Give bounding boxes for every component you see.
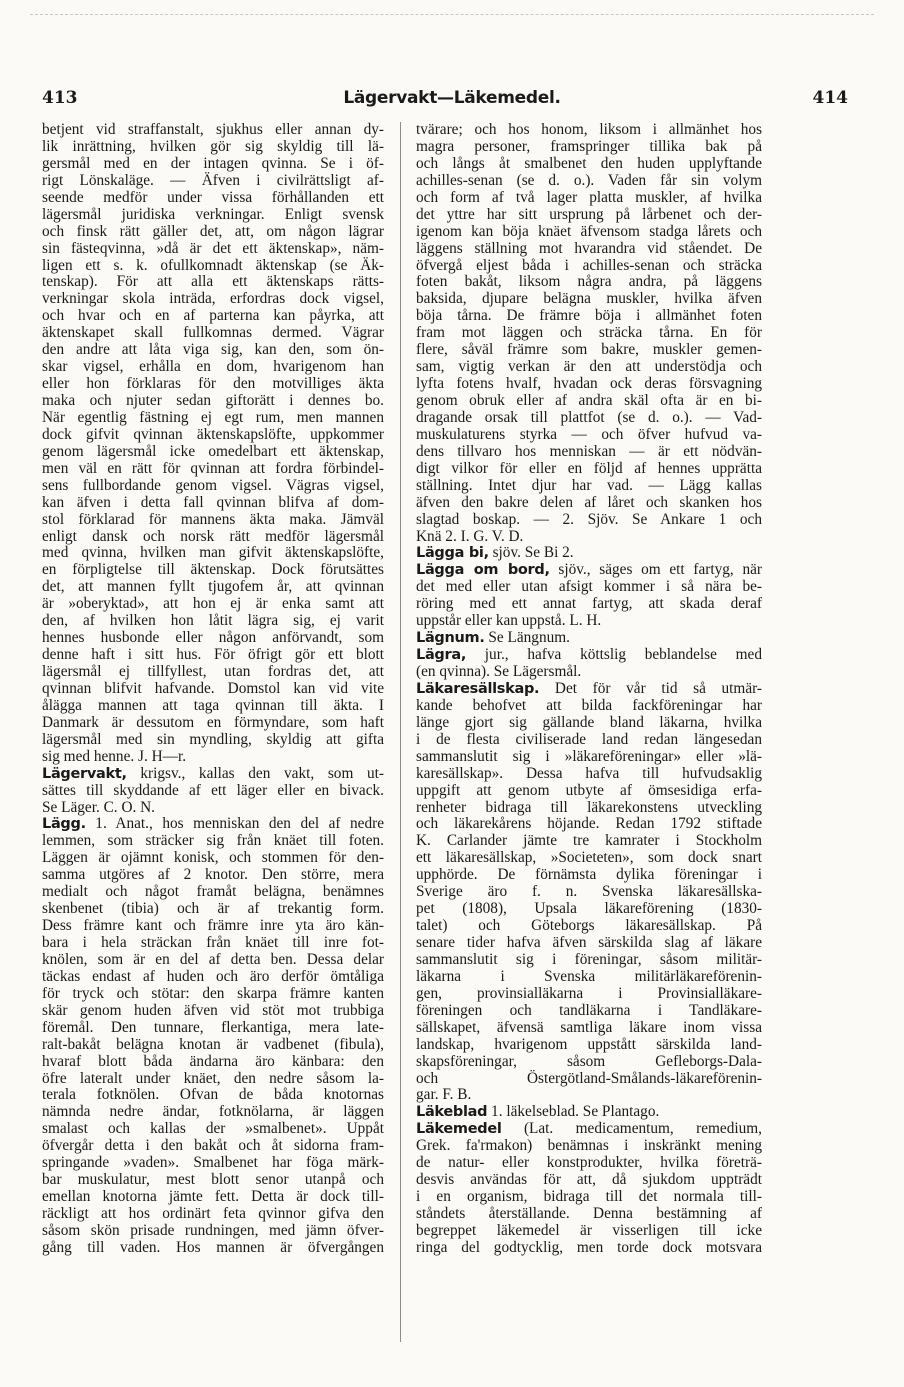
text-line [416, 427, 762, 444]
text-line [42, 1037, 384, 1054]
text-line [42, 461, 384, 478]
line-text: Dess främre kant och främre inre yta äro kän- [42, 917, 384, 935]
line-text: sens fullbordande genom vigsel. Vägras vigsel, [42, 476, 384, 494]
line-text: sättes till skyddande af ett läger eller en bivack. [42, 781, 384, 799]
line-text: fram mot läggen och sträcka tårna. En för [416, 324, 762, 342]
line-text: är »oberyktad», att hon ej är enka samt att [42, 595, 384, 613]
text-line [416, 224, 762, 241]
line-text: öfre lateralt under knäet, den nedre såsom la- [42, 1069, 384, 1087]
text-line [42, 1223, 384, 1240]
text-line [42, 596, 384, 613]
line-text: ralt-bakåt belägna knotan är vadbenet (fibula), [42, 1035, 384, 1053]
line-text: pet (1808), Upsala läkareförening (1830- [416, 900, 762, 918]
line-text: desvis användas för att, då sjukdom uppträdt [416, 1171, 762, 1189]
text-line [416, 918, 762, 935]
line-text: stol förklarad för mannens äkta maka. Jämväl [42, 510, 384, 528]
line-text: äfven den bakre delen af låret och skanken hos [416, 493, 762, 511]
text-line [416, 410, 762, 427]
line-text: (en qvinna). Se Lägersmål. [416, 663, 582, 680]
line-text: (Lat. medicamentum, remedium, [501, 1120, 762, 1138]
text-line [42, 850, 384, 867]
text-line [42, 308, 384, 325]
text-line [416, 1206, 762, 1223]
text-line [416, 698, 762, 715]
text-line [42, 613, 384, 630]
entry-headword: Lägnum. [416, 630, 485, 647]
text-line [42, 478, 384, 495]
text-line [416, 800, 762, 817]
page-number-left: 413 [42, 88, 78, 108]
line-text: digt vilkor för eller en följd af hennes upprätta [416, 459, 762, 477]
line-text: ett läkaresällskap, »Societeten», som dock snart [416, 849, 762, 867]
text-line [416, 884, 762, 901]
line-text: bar muskulatur, mest blott senor utanpå och [42, 1171, 384, 1189]
text-line [416, 1020, 762, 1037]
line-text: Sverige äro f. n. Svenska läkaresällska- [416, 883, 762, 901]
line-text: bara i hela sträckan från knäet till inre fot- [42, 934, 384, 951]
line-text: betjent vid straffanstalt, sjukhus eller annan dy- [42, 121, 384, 138]
text-line [416, 376, 762, 393]
line-text: lägersmål med sin myndling, skyldig att gifta [42, 730, 384, 748]
text-line [42, 1104, 384, 1121]
text-line [416, 986, 762, 1003]
text-line [42, 139, 384, 156]
text-line [42, 427, 384, 444]
text-line [416, 1104, 762, 1121]
line-text: terala fotknölen. Ofvan de båda knotornas [42, 1086, 384, 1104]
text-line [42, 190, 384, 207]
line-text: maka och njuter sedan giftorätt i dennes bo. [42, 392, 384, 409]
line-text: ställning. Intet djur har vad. — Lägg kallas [416, 476, 762, 494]
entry-headword: Lägg. [42, 816, 86, 833]
text-line [42, 800, 384, 817]
line-text: Grek. fa'rmakon) benämnas i inskränkt mening [416, 1137, 762, 1155]
text-line [416, 207, 762, 224]
entry-headword: Läkemedel [416, 1121, 502, 1138]
text-line [416, 969, 762, 986]
text-line [416, 1155, 762, 1172]
line-text: lägersmål ej tillfyllest, utan fordras det, att [42, 663, 384, 680]
text-line [416, 325, 762, 342]
line-text: knölen, som är en del af detta ben. Dessa delar [42, 950, 384, 968]
line-text: böja tårna. De främre böja i allmänhet foten [416, 307, 762, 325]
text-line [42, 529, 384, 546]
text-line [42, 918, 384, 935]
line-text: räckligt att hos ordinärt feta qvinnor gifva den [42, 1205, 384, 1222]
text-line [416, 1240, 762, 1257]
text-line [416, 630, 762, 647]
text-line [42, 1054, 384, 1071]
text-line [42, 783, 384, 800]
text-line [42, 664, 384, 681]
line-text: achilles-senan (se d. o.). Vaden får sin volym [416, 171, 762, 189]
line-text: kan äfven i detta fall qvinnan blifva af dom- [42, 493, 384, 511]
text-line [416, 495, 762, 512]
line-text: gersmål med en der intagen qvinna. Se i öf- [42, 154, 384, 172]
text-line [416, 444, 762, 461]
line-text: flere, såväl främre som bakre, muskler gemen- [416, 341, 762, 359]
text-line [42, 1138, 384, 1155]
line-text: igenom kan böja knäet äfvensom stadga lårets och [416, 222, 762, 240]
text-line [42, 1087, 384, 1104]
text-line [416, 562, 762, 579]
line-text: det yttre har sitt ursprung på lårbenet och der- [416, 205, 762, 223]
line-text: dens tillvaro hos menniskan — är ett nödvän- [416, 442, 762, 460]
line-text: Knä 2. I. G. V. D. [416, 527, 524, 545]
text-line [42, 444, 384, 461]
text-line [416, 190, 762, 207]
entry-headword: Lägga om bord, [416, 562, 550, 579]
text-line [42, 681, 384, 698]
line-text: medialt och något framåt belägna, benämnes [42, 883, 384, 901]
text-line [416, 241, 762, 258]
text-line [42, 562, 384, 579]
text-line [42, 1155, 384, 1172]
line-text: och Östergötland-Smålands-läkareförenin- [416, 1069, 762, 1087]
line-text: verkningar skola inträda, erfordras dock vigsel, [42, 290, 384, 308]
line-text: begreppet läkemedel är visserligen till icke [416, 1221, 762, 1239]
line-text: smalast och kallas der »smalbenet». Uppåt [42, 1120, 384, 1138]
line-text: emellan knotorna jämte fett. Detta är dock till- [42, 1188, 384, 1206]
text-line [42, 1206, 384, 1223]
line-text: lemmen, som sträcker sig från knäet till foten. [42, 832, 384, 850]
text-line [416, 664, 762, 681]
text-line [416, 647, 762, 664]
text-line [416, 1121, 762, 1138]
text-line [416, 901, 762, 918]
text-line [416, 833, 762, 850]
line-text: 1. läkelseblad. Se Plantago. [487, 1103, 660, 1121]
line-text: genom lägersmål icke omedelbart ett äktenskap, [42, 442, 384, 460]
entry-headword: Lägra, [416, 647, 467, 664]
line-text: den, af hvilken hon låtit lägra sig, ej varit [42, 612, 384, 630]
page-number-right: 414 [812, 88, 848, 108]
text-line [416, 156, 762, 173]
text-line [416, 867, 762, 884]
text-line [416, 749, 762, 766]
line-text: sammanslutit sig i »läkareföreningar» eller »lä- [416, 747, 762, 765]
column-divider [400, 122, 401, 1342]
line-text: skenbenet (tibia) och är af trekantig form. [42, 900, 384, 918]
text-line [42, 122, 384, 139]
text-line [416, 579, 762, 596]
line-text: senare tider hafva äfven särskilda slag af läkare [416, 934, 762, 951]
text-line [42, 1071, 384, 1088]
text-line [42, 749, 384, 766]
text-line [42, 258, 384, 275]
line-text: dock gifvit qvinnan äktenskapslöfte, uppkommer [42, 425, 384, 443]
text-line [42, 766, 384, 783]
text-line [42, 410, 384, 427]
line-text: Läggen är ojämnt konisk, och stommen för den- [42, 849, 384, 867]
text-line [416, 291, 762, 308]
line-text: och finsk rätt gäller det, att, om någon lägrar [42, 222, 384, 240]
line-text: gen, provinsialläkarna i Provinsialläkare- [416, 984, 762, 1002]
line-text: nämnda nedre ändar, fotknölarna, är läggen [42, 1103, 384, 1121]
entry-headword: Läkaresällskap. [416, 680, 540, 697]
text-line [416, 1071, 762, 1088]
text-line [416, 783, 762, 800]
line-text: sin fästeqvinna, »då är det ett äktenskap», näm- [42, 239, 384, 257]
text-line [416, 1003, 762, 1020]
entry-headword: Läkeblad [416, 1104, 488, 1121]
text-line [416, 545, 762, 562]
line-text: länge gjort sig gällande bland läkarna, hvilka [416, 713, 762, 731]
line-text: seende medför under vissa förhållanden ett [42, 188, 384, 206]
text-line [416, 681, 762, 698]
line-text: muskulaturens styrka — och öfver hufvud va- [416, 425, 762, 443]
line-text: det, att mannen fyllt tjugofem år, att qvinnan [42, 578, 384, 596]
text-line [42, 512, 384, 529]
line-text: i en organism, bidraga till det normala till- [416, 1188, 762, 1206]
text-line [416, 478, 762, 495]
text-line [42, 884, 384, 901]
line-text: och hvar och en af parterna kan påyrka, att [42, 307, 384, 325]
text-line [42, 1189, 384, 1206]
line-text: enligt dansk och norsk rätt medför lägersmål [42, 527, 384, 545]
text-line [42, 647, 384, 664]
line-text: eller hon förklaras för den motvilliges äkta [42, 375, 384, 393]
line-text: Det för vår tid så utmär- [539, 679, 762, 697]
text-line [42, 156, 384, 173]
top-border-line [30, 14, 874, 15]
text-line [42, 1240, 384, 1257]
text-line [416, 850, 762, 867]
text-line [416, 258, 762, 275]
text-line [42, 1020, 384, 1037]
line-text: såsom skön prisade rundningen, med jämn öfver- [42, 1221, 384, 1239]
line-text: hennes husbonde eller någon anförvandt, som [42, 629, 384, 647]
text-line [416, 715, 762, 732]
line-text: föremål. Den tunnare, flerkantiga, mera late- [42, 1018, 384, 1036]
text-line [42, 715, 384, 732]
line-text: magra personer, framspringer tillika bak på [416, 137, 762, 155]
text-line [416, 816, 762, 833]
text-line [416, 596, 762, 613]
text-line [42, 359, 384, 376]
text-line [416, 1223, 762, 1240]
line-text: samma utgöres af 2 knotor. Den större, mera [42, 866, 384, 884]
line-text: jur., hafva köttslig beblandelse med [466, 646, 762, 664]
line-text: läkarna i Svenska militärläkareförenin- [416, 967, 762, 985]
text-line [416, 613, 762, 630]
text-line [42, 1003, 384, 1020]
line-text: tvärare; och hos honom, liksom i allmänhet hos [416, 121, 762, 138]
text-line [42, 241, 384, 258]
line-text: krigsv., kallas den vakt, som ut- [126, 764, 384, 782]
line-text: lik inrättning, hvilken gör sig skyldig till lä- [42, 137, 384, 155]
text-line [42, 833, 384, 850]
text-line [416, 512, 762, 529]
line-text: denne haft i sitt hus. För öfrigt gör ett blott [42, 646, 384, 664]
line-text: hvaraf blott båda ändarna äro känbara: den [42, 1052, 384, 1070]
line-text: slagtad boskap. — 2. Sjöv. Se Ankare 1 och [416, 510, 762, 528]
line-text: skapsföreningar, såsom Gefleborgs-Dala- [416, 1052, 762, 1070]
text-line [42, 207, 384, 224]
line-text: och långs åt smalbenet den huden upplyftande [416, 154, 762, 172]
text-line [416, 1087, 762, 1104]
line-text: upphörde. De förnämsta dylika föreningar i [416, 866, 762, 884]
line-text: rigt Lönskaläge. — Äfven i civilrättsligt af- [42, 171, 384, 189]
line-text: När egentlig fästning ej egt rum, men mannen [42, 408, 384, 426]
line-text: Se Längnum. [484, 629, 570, 647]
text-line [416, 393, 762, 410]
line-text: föreningen och tandläkarna i Tandläkare- [416, 1001, 762, 1019]
line-text: läggens ställning mot hvarandra vid ståendet. De [416, 239, 762, 257]
text-line [416, 1054, 762, 1071]
text-line [416, 1037, 762, 1054]
line-text: lyfta fotens hvalf, hvadan ock deras försvagning [416, 375, 762, 393]
text-line [416, 1172, 762, 1189]
line-text: ålägga mannen att taga qvinnan till äkta. I [42, 696, 384, 714]
line-text: K. Carlander jämte tre kamrater i Stockholm [416, 832, 762, 850]
text-line [42, 1172, 384, 1189]
text-line [42, 291, 384, 308]
text-line [42, 816, 384, 833]
text-line [416, 1138, 762, 1155]
line-text: de natur- eller konstprodukter, hvilka företrä- [416, 1154, 762, 1172]
line-text: kande behofvet att bilda fackföreningar har [416, 696, 762, 714]
line-text: sällskapet, äfvensä samtliga läkare inom vissa [416, 1018, 762, 1036]
line-text: för tryck och stötar: den skarpa främre kanten [42, 984, 384, 1002]
line-text: qvinnan blifvit hafvande. Domstol kan vid vite [42, 679, 384, 697]
line-text: tenskap). För att alla ett äktenskaps rätts- [42, 273, 384, 291]
text-line [42, 630, 384, 647]
line-text: det med eller utan afsigt kommer i så nära be- [416, 578, 762, 596]
line-text: öfvergå eljest båda i achilles-senan och sträcka [416, 256, 762, 274]
text-line [42, 698, 384, 715]
text-line [416, 359, 762, 376]
text-line [42, 732, 384, 749]
text-line [416, 952, 762, 969]
text-line [42, 173, 384, 190]
text-line [416, 308, 762, 325]
text-line [416, 139, 762, 156]
line-text: sjöv., säges om ett fartyg, när [549, 561, 762, 579]
text-line [42, 952, 384, 969]
text-line [42, 495, 384, 512]
text-line [42, 935, 384, 952]
text-line [416, 732, 762, 749]
line-text: ligen ett s. k. ofullkomnadt äktenskap (se Äk- [42, 256, 384, 274]
line-text: men väl en rätt för qvinnan att fordra förbindel- [42, 459, 384, 477]
text-line [416, 173, 762, 190]
text-line [42, 901, 384, 918]
line-text: sjöv. Se Bi 2. [488, 544, 574, 562]
text-line [416, 766, 762, 783]
text-line [42, 393, 384, 410]
entry-headword: Lägga bi, [416, 545, 489, 562]
line-text: med qvinna, hvilken man gifvit äktenskapslöfte, [42, 544, 384, 562]
line-text: lägersmål juridiska verkningar. Enligt svensk [42, 205, 384, 223]
line-text: baksida, djupare belägna muskler, hvilka äfven [416, 290, 762, 308]
line-text: uppstår eller kan uppstå. L. H. [416, 612, 602, 630]
text-line [42, 224, 384, 241]
line-text: uppgift att genom utbyte af ömsesidiga erfa- [416, 781, 762, 799]
line-text: sammanslutit sig i föreningar, såsom militär- [416, 950, 762, 968]
text-line [416, 274, 762, 291]
line-text: öfvergår detta i den bakåt och åt sidorna fram- [42, 1137, 384, 1155]
line-text: ringa del godtycklig, men torde dock motsvara [416, 1238, 762, 1256]
line-text: skar vigsel, erhålla en dom, hvarigenom han [42, 358, 384, 376]
line-text: röring med ett annat fartyg, att skada deraf [416, 595, 762, 613]
line-text: ståndets återställande. Denna bestämning af [416, 1205, 762, 1222]
line-text: landskap, hvarigenom uppstått särskilda land- [416, 1035, 762, 1053]
text-line [42, 376, 384, 393]
line-text: Danmark är dessutom en förmyndare, som haft [42, 713, 384, 731]
text-line [42, 579, 384, 596]
text-line [42, 867, 384, 884]
line-text: sig med henne. J. H—r. [42, 747, 187, 765]
left-column [42, 122, 384, 1257]
line-text: foten bakåt, liksom några andra, på läggens [416, 273, 762, 291]
line-text: 1. Anat., hos menniskan den del af nedre [85, 815, 384, 833]
text-line [42, 274, 384, 291]
line-text: en förpligtelse till äktenskap. Dock förutsättes [42, 561, 384, 579]
text-line [416, 529, 762, 546]
right-column [416, 122, 762, 1257]
line-text: renheter bidraga till läkarekonstens utveckling [416, 798, 762, 816]
line-text: talet) och Göteborgs läkaresällskap. På [416, 917, 762, 935]
text-line [416, 342, 762, 359]
text-line [42, 325, 384, 342]
text-line [416, 1189, 762, 1206]
text-line [42, 545, 384, 562]
line-text: äktenskapet skall fullkomnas dermed. Vägrar [42, 324, 384, 342]
line-text: sam, vigtig verkan är den att understödja och [416, 358, 762, 376]
text-line [42, 1121, 384, 1138]
line-text: Se Läger. C. O. N. [42, 798, 156, 816]
line-text: i de flesta civiliserade land redan längesedan [416, 730, 762, 748]
text-line [416, 122, 762, 139]
line-text: skär genom huden äfven vid stöt mot trubbiga [42, 1001, 384, 1019]
text-line [416, 461, 762, 478]
text-line [42, 986, 384, 1003]
line-text: gar. F. B. [416, 1086, 472, 1104]
text-line [42, 969, 384, 986]
line-text: gång till vaden. Hos mannen är öfvergången [42, 1238, 384, 1256]
page-title: Lägervakt—Läkemedel. [343, 88, 561, 108]
line-text: täckas endast af huden och äro derför ömtåliga [42, 967, 384, 985]
line-text: dragande orsak till plattfot (se d. o.). — Vad- [416, 408, 762, 426]
line-text: genom obruk eller af andra skäl ofta är en bi- [416, 392, 762, 409]
line-text: och läkarekårens höjande. Redan 1792 stiftade [416, 815, 762, 833]
entry-headword: Lägervakt, [42, 765, 127, 782]
line-text: karesällskap». Dessa hafva till hufvudsaklig [416, 764, 762, 782]
line-text: springande »vaden». Smalbenet har föga märk- [42, 1154, 384, 1172]
text-line [416, 935, 762, 952]
line-text: och form af två lager platta muskler, af hvilka [416, 188, 762, 206]
line-text: den andre att låta viga sig, kan den, som ön- [42, 341, 384, 359]
text-line [42, 342, 384, 359]
